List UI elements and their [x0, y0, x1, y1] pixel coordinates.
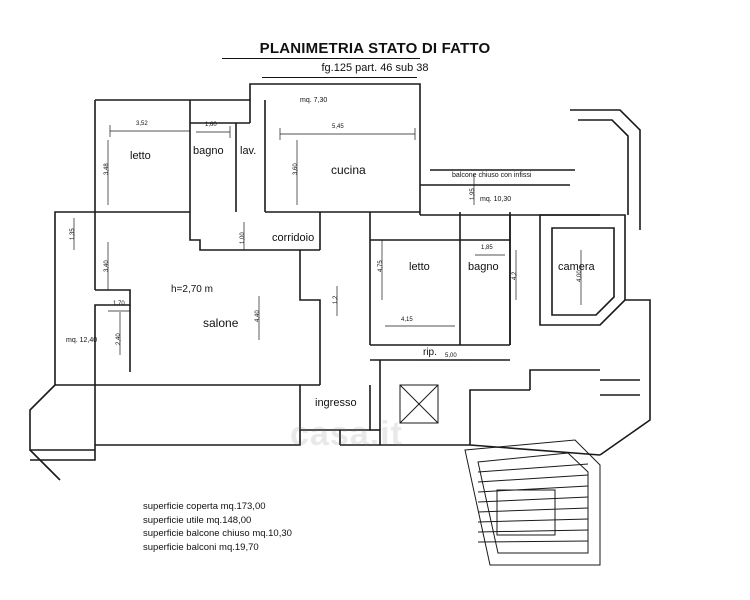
legend-line-1: superficie coperta mq.173,00: [143, 501, 266, 512]
dimension-v-2: 3,60: [293, 163, 299, 175]
legend-areas: [143, 500, 292, 554]
dimension-v-8: 1,2: [333, 295, 339, 304]
staircase: [465, 440, 600, 565]
room-label-salone: salone: [203, 316, 239, 330]
dimension-v-12: 4,00: [577, 270, 583, 282]
dimension-v-10: 1,95: [470, 188, 476, 200]
dimension-v-5: 1,00: [240, 232, 246, 244]
dimension-h-1: 3,52: [136, 121, 148, 127]
hatched-shaft: [400, 385, 438, 423]
legend-line-4: superficie balconi mq.19,70: [143, 541, 259, 553]
dimension-h-5: 4,15: [401, 317, 413, 323]
watermark: casa.it: [290, 415, 403, 453]
dimension-v-1: 3,48: [104, 163, 110, 175]
dimension-v-9: 4,75: [378, 260, 384, 272]
room-label-letto-1: letto: [130, 150, 151, 162]
room-label-letto-2: letto: [409, 261, 430, 273]
dimension-h-3: 5,45: [332, 124, 344, 130]
dimension-v-4: 3,40: [104, 260, 110, 272]
annotation-cucina-area: mq. 7,30: [300, 97, 328, 104]
dimension-v-6: 2,40: [116, 333, 122, 345]
room-label-bagno-2: bagno: [468, 261, 499, 273]
dimension-h-4: 1,85: [481, 245, 493, 251]
dimension-v-11: 4,2: [512, 271, 518, 280]
legend-line-2: superficie utile mq.148,00: [143, 514, 252, 526]
room-label-ingresso: ingresso: [315, 397, 357, 409]
room-label-camera: camera: [558, 261, 595, 273]
dimension-h-6: 5,00: [445, 353, 457, 359]
room-label-lavanderia: lav.: [240, 145, 257, 157]
dimension-v-3: 1,35: [70, 228, 76, 240]
room-label-ripostiglio: rip.: [423, 347, 437, 358]
page-title: PLANIMETRIA STATO DI FATTO: [259, 40, 491, 57]
legend-line-3: superficie balcone chiuso mq.10,30: [143, 528, 292, 539]
annotation-enclosed-balcony: balcone chiuso con infissi: [452, 172, 532, 179]
annotation-balcony-area: mq. 10,30: [480, 196, 512, 203]
dimension-h-2: 1,60: [205, 122, 217, 128]
room-label-cucina: cucina: [331, 163, 366, 177]
dimension-h-7: 1,70: [113, 301, 125, 307]
annotation-terrace-area: mq. 12,40: [66, 337, 98, 344]
room-label-bagno-1: bagno: [193, 145, 224, 157]
room-label-corridoio: corridoio: [272, 232, 315, 244]
annotation-ceiling-height: h=2,70 m: [171, 284, 213, 295]
page-subtitle: fg.125 part. 46 sub 38: [321, 62, 429, 74]
dimension-v-7: 4,40: [255, 310, 261, 322]
